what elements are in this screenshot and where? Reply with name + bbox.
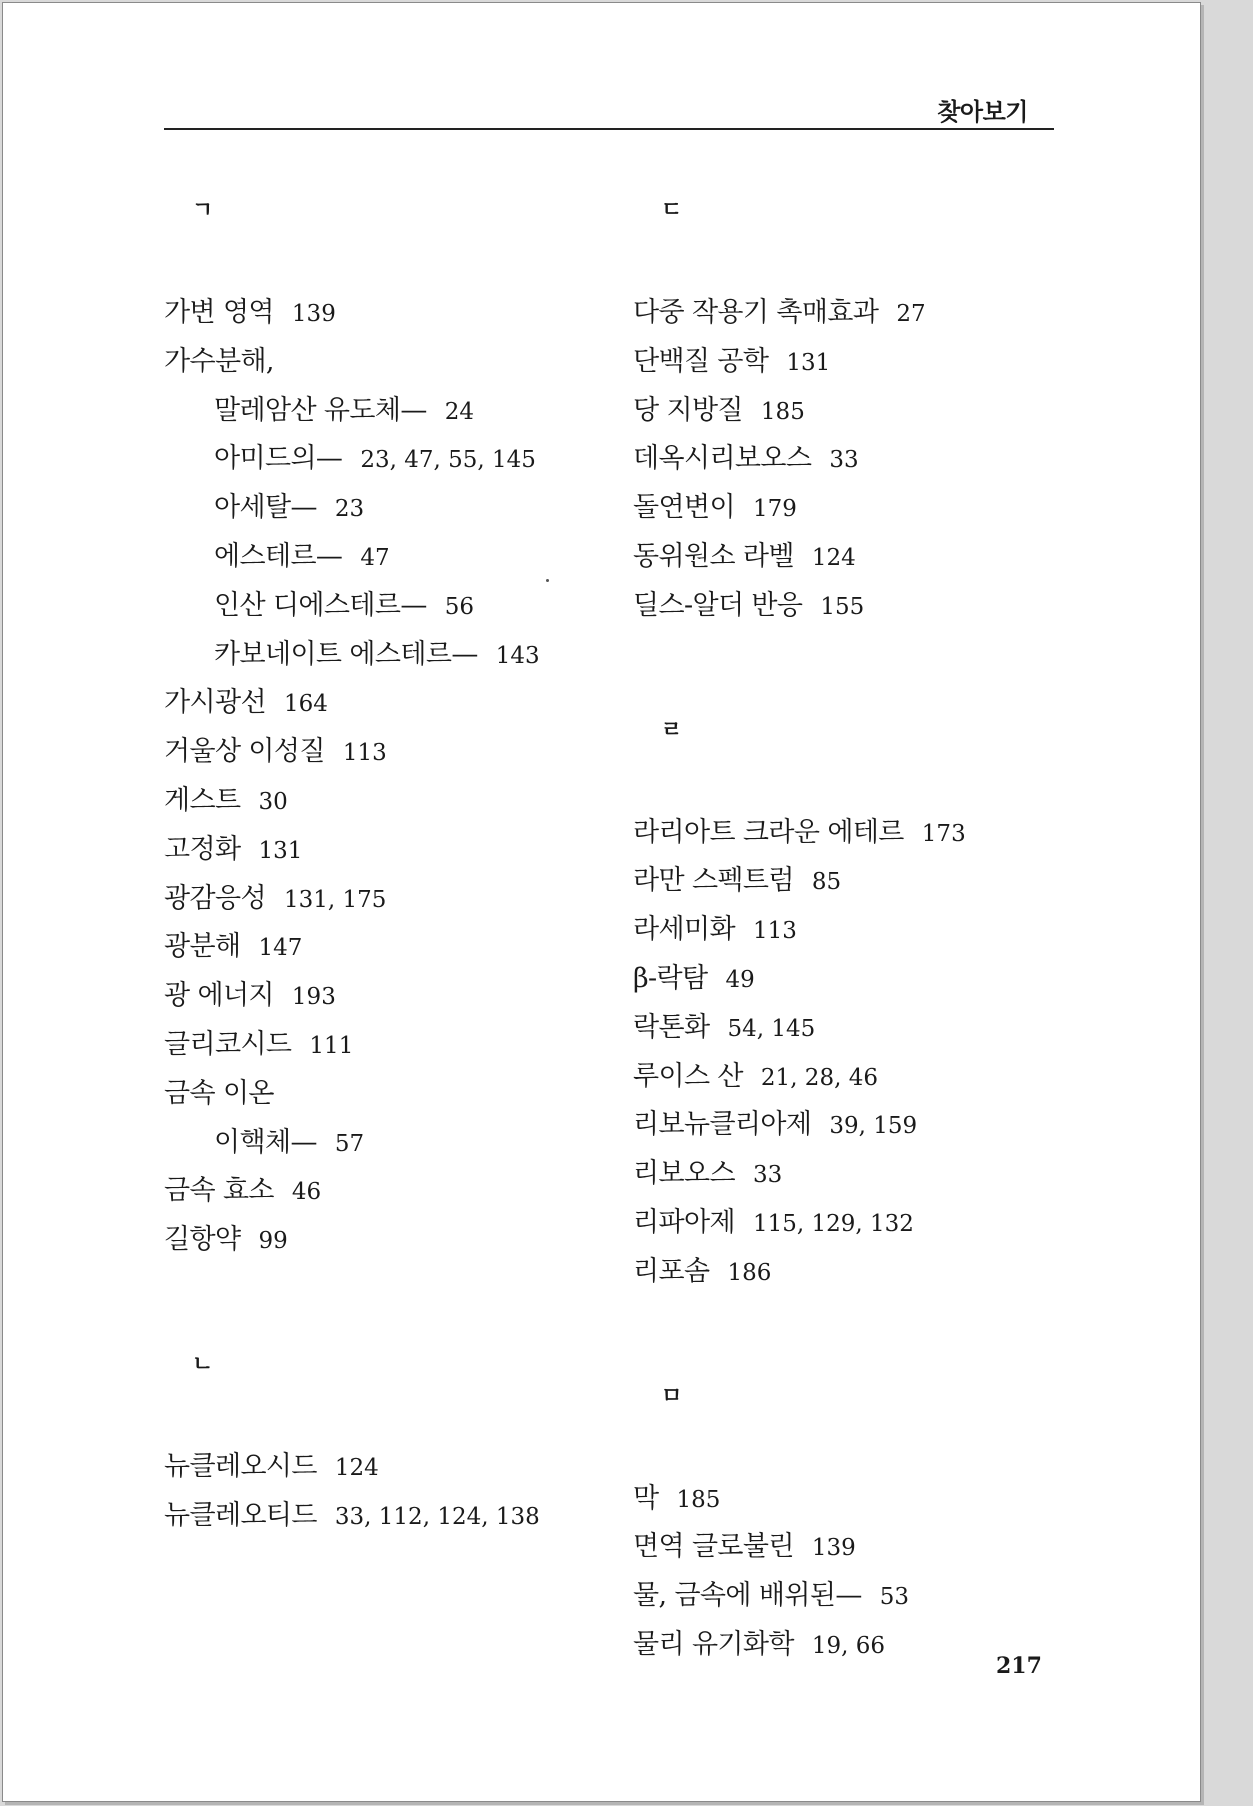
index-entry: [633, 338, 1093, 387]
index-term: 뉴클레오시드: [164, 1450, 317, 1482]
index-term: 물, 금속에 배위된—: [633, 1580, 862, 1612]
index-term: 락톤화: [633, 1011, 710, 1043]
index-term: 뉴클레오티드: [164, 1499, 317, 1531]
index-pages: 111: [309, 1032, 354, 1059]
index-entry: [164, 1492, 624, 1541]
index-entry: [633, 289, 1093, 338]
index-term: 아세탈—: [214, 492, 317, 524]
index-pages: 85: [811, 869, 842, 896]
index-entry: [164, 338, 624, 387]
index-term: 가수분해,: [164, 345, 274, 377]
index-subentry: [164, 484, 624, 533]
index-term: 가시광선: [164, 687, 266, 719]
index-entry: [164, 289, 624, 338]
index-pages: 115, 129, 132: [752, 1210, 914, 1237]
index-entry: [633, 582, 1093, 631]
index-pages: 57: [334, 1130, 365, 1157]
index-subentry: [164, 582, 624, 631]
index-term: 라리아트 크라운 에테르: [633, 816, 904, 848]
index-entry: [633, 906, 1093, 955]
index-term: 루이스 산: [633, 1060, 743, 1092]
index-entry: [633, 1101, 1093, 1150]
index-entry: [633, 809, 1093, 858]
letter-gap: [164, 241, 624, 289]
index-entry: [633, 1053, 1093, 1102]
book-page: [2, 2, 1201, 1802]
index-term: 리보오스: [633, 1158, 735, 1190]
index-entry: [633, 1150, 1093, 1199]
index-pages: 139: [811, 1535, 856, 1562]
index-term: 인산 디에스테르—: [214, 589, 427, 621]
running-header: [164, 88, 1054, 130]
index-column-right: [633, 193, 1093, 1670]
letter-gap: [633, 761, 1093, 809]
letter-gap: [633, 1427, 1093, 1475]
index-term: 금속 이온: [164, 1077, 274, 1109]
index-term: 돌연변이: [633, 492, 735, 524]
index-term: 카보네이트 에스테르—: [214, 638, 478, 670]
index-entry: [633, 435, 1093, 484]
section-letter: ㄱ: [192, 198, 214, 223]
index-term: 에스테르—: [214, 540, 343, 572]
index-term: 금속 효소: [164, 1175, 274, 1207]
index-pages: 49: [725, 966, 755, 993]
index-pages: 139: [291, 301, 336, 327]
index-term: 라세미화: [633, 914, 735, 946]
index-entry: [633, 387, 1093, 436]
index-term: 아미드의—: [214, 443, 343, 475]
index-term: 이핵체—: [214, 1126, 317, 1158]
letter-gap: [633, 241, 1093, 289]
index-entry: [633, 955, 1093, 1004]
index-term: β-락탐: [633, 962, 708, 994]
index-term: 광감응성: [164, 882, 266, 914]
index-pages: 113: [752, 918, 797, 945]
index-term: 물리 유기화학: [633, 1628, 794, 1660]
letter-gap: [164, 1395, 624, 1443]
index-term: 고정화: [164, 833, 241, 865]
index-term: 광 에너지: [164, 980, 274, 1012]
index-entry: [164, 679, 624, 728]
index-entry: [164, 923, 624, 972]
index-pages: 39, 159: [829, 1113, 918, 1140]
index-entry: [633, 1523, 1093, 1572]
index-subentry: [164, 435, 624, 484]
index-entry: [633, 1199, 1093, 1248]
index-pages: 185: [760, 398, 805, 425]
index-term: 막: [633, 1482, 659, 1514]
section-gap: [633, 1297, 1093, 1379]
index-entry: [164, 1443, 624, 1492]
index-pages: 33: [829, 447, 859, 474]
index-term: 리보뉴클리아제: [633, 1109, 812, 1141]
index-term: 단백질 공학: [633, 345, 769, 377]
index-term: 말레암산 유도체—: [214, 394, 427, 426]
index-pages: 155: [820, 593, 865, 620]
index-term: 동위원소 라벨: [633, 540, 794, 572]
index-term: 광분해: [164, 931, 241, 963]
index-entry: [633, 1248, 1093, 1297]
index-pages: 124: [811, 544, 856, 571]
index-entry: [164, 728, 624, 777]
index-term: 딜스-알더 반응: [633, 589, 803, 621]
index-pages: 164: [283, 691, 328, 718]
index-pages: 24: [444, 398, 475, 425]
index-pages: 19, 66: [811, 1632, 886, 1659]
index-entry: [633, 484, 1093, 533]
index-entry: [633, 1572, 1093, 1621]
index-term: 당 지방질: [633, 394, 743, 426]
index-entry: [164, 972, 624, 1021]
section-gap: [164, 1265, 624, 1347]
index-entry: [164, 826, 624, 875]
index-pages: 46: [291, 1179, 322, 1206]
index-term: 리포솜: [633, 1255, 710, 1287]
index-term: 가변 영역: [164, 297, 274, 328]
section-letter: ㄹ: [661, 717, 683, 743]
index-pages: 193: [291, 984, 336, 1011]
section-gap: [633, 631, 1093, 713]
index-pages: 186: [727, 1259, 772, 1286]
index-term: 길항약: [164, 1224, 241, 1256]
index-term: 글리코시드: [164, 1028, 292, 1060]
index-pages: 54, 145: [727, 1015, 816, 1042]
index-pages: 23: [334, 496, 365, 523]
index-pages: 147: [258, 935, 303, 962]
index-pages: 143: [495, 642, 540, 669]
index-term: 다중 작용기 촉매효과: [633, 297, 879, 328]
index-pages: 173: [921, 820, 966, 847]
index-subentry: [164, 387, 624, 436]
index-entry: [633, 1004, 1093, 1053]
index-pages: 47: [360, 544, 390, 571]
index-entry: [164, 875, 624, 924]
speck: [546, 579, 549, 582]
index-pages: 23, 47, 55, 145: [360, 447, 536, 474]
index-entry: [633, 1475, 1093, 1524]
index-entry: [633, 857, 1093, 906]
section-letter: ㄴ: [192, 1351, 214, 1377]
index-pages: 30: [258, 788, 288, 815]
page-number: 217: [996, 1653, 1042, 1679]
index-pages: 124: [334, 1454, 379, 1481]
index-term: 거울상 이성질: [164, 736, 325, 768]
index-term: 리파아제: [633, 1206, 735, 1238]
index-entry: [164, 1216, 624, 1265]
index-entry: [164, 777, 624, 826]
index-pages: 131: [786, 349, 831, 376]
index-pages: 131: [258, 837, 303, 864]
index-entry: [164, 1070, 624, 1119]
index-entry: [633, 533, 1093, 582]
index-pages: 179: [752, 496, 797, 523]
index-subentry: [164, 631, 624, 680]
index-pages: 131, 175: [283, 886, 387, 913]
index-pages: 99: [258, 1228, 288, 1255]
index-term: 데옥시리보오스: [633, 443, 812, 475]
index-pages: 113: [342, 740, 387, 767]
index-entry: [164, 1021, 624, 1070]
index-pages: 27: [896, 301, 926, 327]
index-subentry: [164, 533, 624, 582]
index-pages: 185: [676, 1486, 721, 1513]
index-subentry: [164, 1119, 624, 1168]
index-term: 라만 스펙트럼: [633, 865, 794, 897]
index-pages: 53: [879, 1584, 910, 1611]
index-pages: 33: [752, 1162, 783, 1189]
index-term: 게스트: [164, 784, 241, 816]
index-pages: 21, 28, 46: [760, 1064, 878, 1091]
section-letter: ㅁ: [661, 1383, 683, 1409]
index-entry: [164, 1167, 624, 1216]
header-title: 찾아보기: [937, 98, 1028, 126]
section-letter: ㄷ: [661, 198, 683, 223]
index-pages: 33, 112, 124, 138: [334, 1503, 540, 1530]
index-term: 면역 글로불린: [633, 1531, 794, 1563]
index-column-left: [164, 193, 624, 1541]
index-pages: 56: [444, 593, 475, 620]
